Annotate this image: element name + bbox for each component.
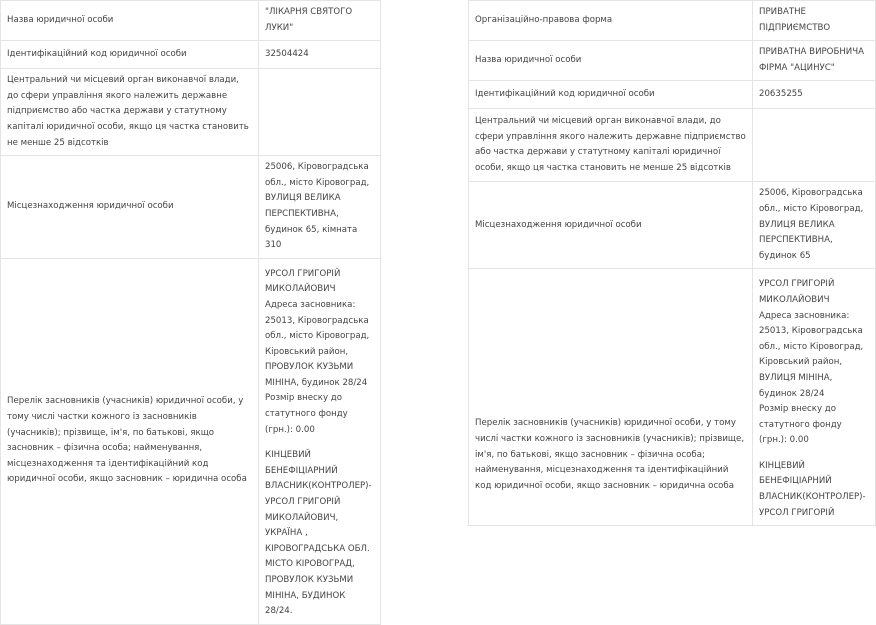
- founders-label: Перелік засновників (учасників) юридичної особи, у тому числі частки кожного із засновників (учасників); прізвище, ім'я, по батькові, якщо засновник – фізична особа; найменування, місцезнаходження та ідентифікаційний код юридичної особи, якщо засновник – юридична особа: [469, 269, 753, 526]
- row-label: Ідентифікаційний код юридичної особи: [469, 81, 753, 109]
- table-row: [1, 41, 381, 69]
- right-registry-table: [468, 0, 875, 518]
- founder-contribution: Розмір внеску до статутного фонду (грн.): 0.00: [759, 404, 842, 446]
- row-label: Центральний чи місцевий орган виконавчої влади, до сфери управління якого належить державне підприємство або частка держави у статутному капіталі юридичної особи, якщо ця частка становить не менше 25 відсотків: [469, 109, 753, 182]
- row-value: 32504424: [259, 41, 381, 69]
- row-label: Місцезнаходження юридичної особи: [469, 182, 753, 269]
- table-row: [469, 41, 876, 81]
- row-label: Місцезнаходження юридичної особи: [1, 156, 259, 259]
- row-value: [753, 109, 876, 182]
- table-row: [1, 156, 381, 259]
- row-label: Назва юридичної особи: [1, 1, 259, 41]
- row-label: Назва юридичної особи: [469, 41, 753, 81]
- table-row: [469, 81, 876, 109]
- founders-value: [259, 258, 381, 624]
- row-value: [259, 69, 381, 156]
- left-table: [0, 0, 381, 625]
- row-label: Ідентифікаційний код юридичної особи: [1, 41, 259, 69]
- founders-value: [753, 269, 876, 526]
- row-value: ПРИВАТНА ВИРОБНИЧА ФІРМА "АЦИНУС": [753, 41, 876, 81]
- row-value: 25006, Кіровоградська обл., місто Кіровоград, ВУЛИЦЯ ВЕЛИКА ПЕРСПЕКТИВНА, будинок 65, кімната 310: [259, 156, 381, 259]
- table-row: [469, 109, 876, 182]
- table-row: [469, 1, 876, 41]
- row-value: "ЛІКАРНЯ СВЯТОГО ЛУКИ": [259, 1, 381, 41]
- table-row: [1, 258, 381, 624]
- table-row: [469, 182, 876, 269]
- table-row: [1, 69, 381, 156]
- founder-address: Адреса засновника: 25013, Кіровоградська обл., місто Кіровоград, Кіровський район, ВУЛИЦЯ МІНІНА, будинок 28/24: [759, 310, 864, 399]
- table-row: [469, 269, 876, 526]
- founder-name: УРСОЛ ГРИГОРІЙ МИКОЛАЙОВИЧ: [759, 279, 835, 305]
- founders-label: Перелік засновників (учасників) юридичної особи, у тому числі частки кожного із засновників (учасників); прізвище, ім'я, по батькові, якщо засновник – фізична особа; найменування, місцезнаходження та ідентифікаційний код юридичної особи, якщо засновник – юридична особа: [1, 258, 259, 624]
- row-value: 25006, Кіровоградська обл., місто Кіровоград, ВУЛИЦЯ ВЕЛИКА ПЕРСПЕКТИВНА, будинок 65: [753, 182, 876, 269]
- row-value: 20635255: [753, 81, 876, 109]
- row-label: Центральний чи місцевий орган виконавчої влади, до сфери управління якого належить державне підприємство або частка держави у статутному капіталі юридичної особи, якщо ця частка становить не менше 25 відсотків: [1, 69, 259, 156]
- founder-address: Адреса засновника: 25013, Кіровоградська обл., місто Кіровоград, Кіровський район, ПРОВУЛОК КУЗЬМИ МІНІНА, будинок 28/24: [265, 299, 370, 388]
- row-label: Організаційно-правова форма: [469, 1, 753, 41]
- beneficiary-owner: КІНЦЕВИЙ БЕНЕФІЦІАРНИЙ ВЛАСНИК(КОНТРОЛЕР)- УРСОЛ ГРИГОРІЙ: [759, 460, 866, 518]
- beneficiary-owner: КІНЦЕВИЙ БЕНЕФІЦІАРНИЙ ВЛАСНИК(КОНТРОЛЕР)- УРСОЛ ГРИГОРІЙ МИКОЛАЙОВИЧ, УКРАЇНА , КІРОВОГРАДСЬКА ОБЛ. МІСТО КІРОВОГРАД, ПРОВУЛОК КУЗЬМИ МІНІНА, БУДИНОК 28/24.: [265, 450, 372, 617]
- left-registry-table: [0, 0, 380, 617]
- founder-contribution: Розмір внеску до статутного фонду (грн.): 0.00: [265, 393, 348, 435]
- founder-name: УРСОЛ ГРИГОРІЙ МИКОЛАЙОВИЧ: [265, 268, 341, 295]
- right-table: [468, 0, 876, 526]
- table-row: [1, 1, 381, 41]
- row-value: ПРИВАТНЕ ПІДПРИЄМСТВО: [753, 1, 876, 41]
